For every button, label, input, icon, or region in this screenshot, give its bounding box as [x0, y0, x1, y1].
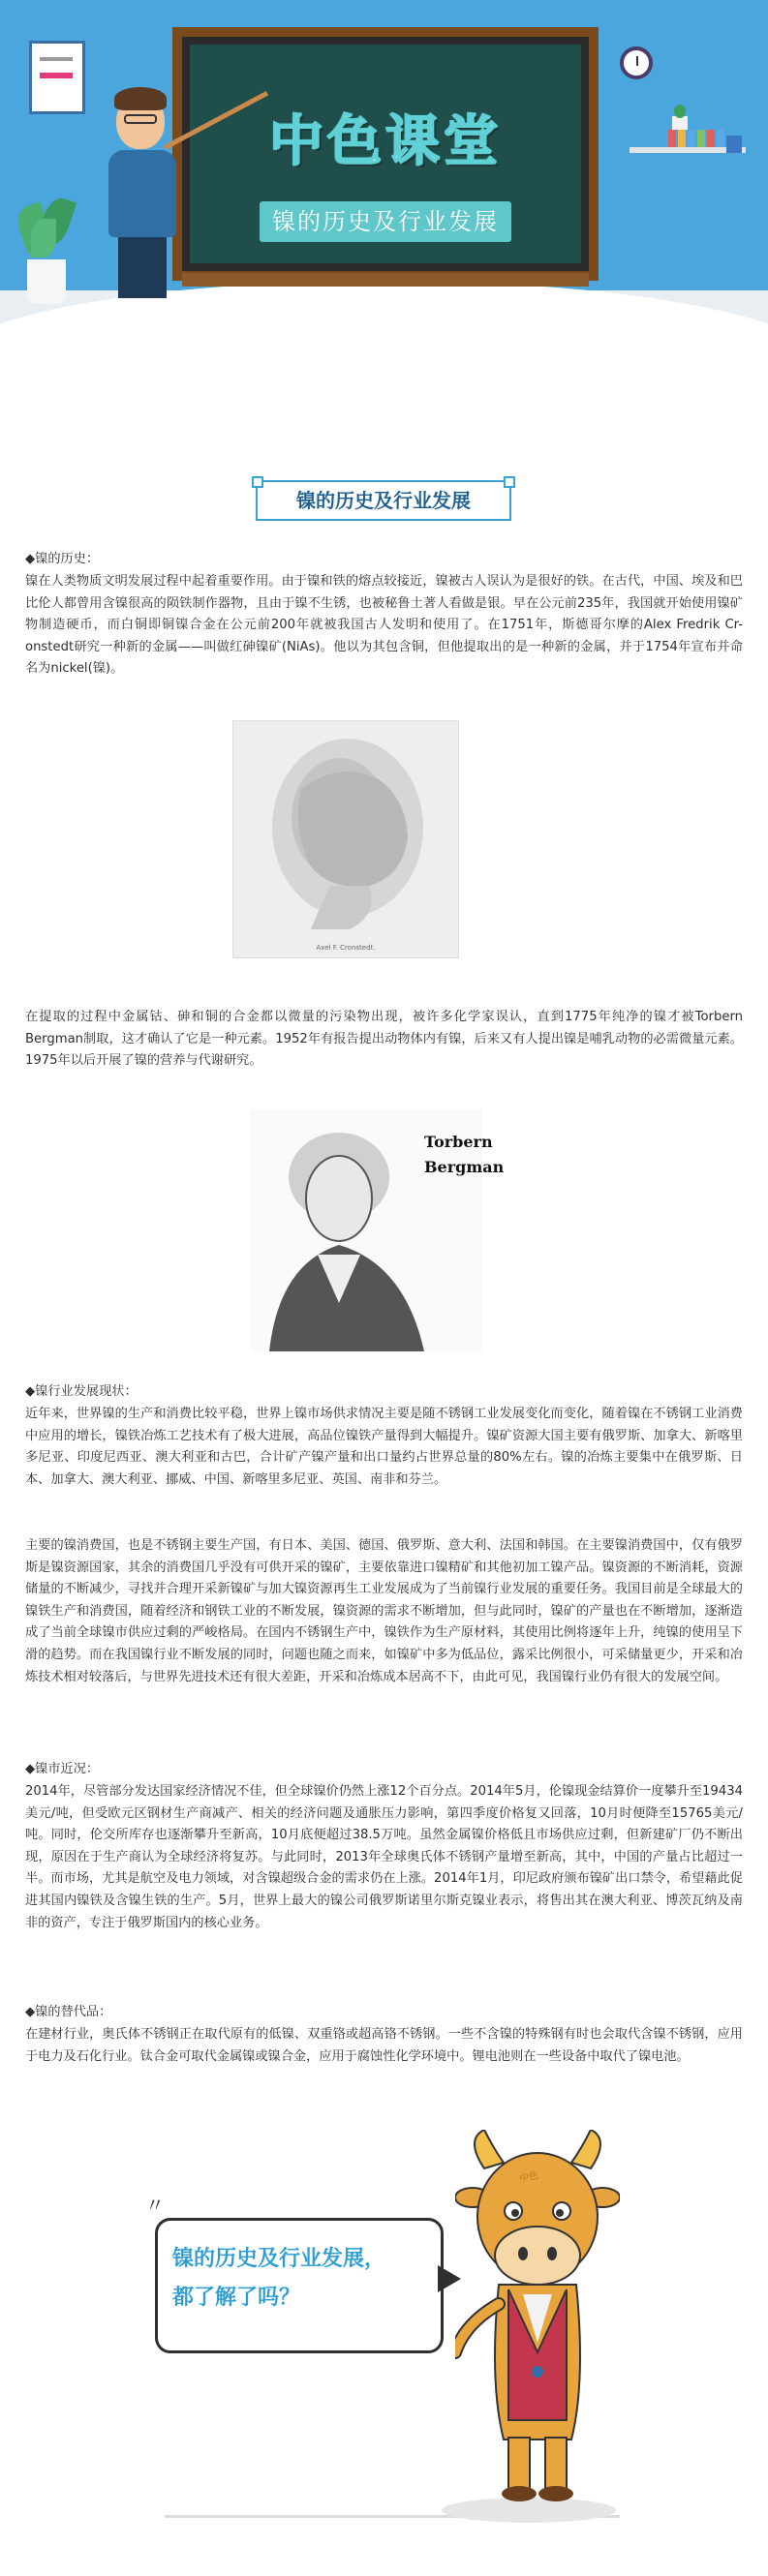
portrait-name-line2: Bergman: [424, 1158, 505, 1176]
hero-banner: [0, 0, 768, 387]
recent-paragraph: 2014年，尽管部分发达国家经济情况不佳，但全球镍价仍然上涨12个百分点。2014年5月，伦镍现金结算价一度攀升至19434美元/吨，但受欧元区钢材生产商减产、相关的经济问题及通胀压力影响，第四季度价格复又回落，10月时便降至15765美元/吨。同时，伦交所库存也逐渐攀升至新高，10月底便超过38.5万吨。虽然金属镍价格低且市场供应过剩，但新建矿厂仍不断出现，原因在于生产商认为全球经济将复苏。与此同时，2013年全球奥氏体不锈钢产量增至新高，其中，中国的产量占比超过一半。而市场，尤其是航空及电力领域，对含镍超级合金的需求仍在上涨。2014年1月，印尼政府颁布镍矿出口禁令，希望藉此促进其国内镍铁及含镍生铁的生产。5月，世界上最大的镍公司俄罗斯诺里尔斯克镍业表示，将售出其在澳大利亚、博茨瓦纳及南非的资产，专注于俄罗斯国内的核心业务。: [25, 1784, 743, 1930]
pencil-cup-icon: [726, 136, 742, 153]
sparkle-icon: 〃: [145, 2194, 165, 2217]
bust-caption: Axel F. Cronstedt.: [316, 944, 376, 952]
history-heading: ◆镍的历史：: [25, 552, 100, 566]
substitutes-heading: ◆镍的替代品：: [25, 2005, 112, 2019]
industry-heading: ◆镍行业发展现状：: [25, 1384, 138, 1399]
wall-frame-icon: [29, 41, 85, 114]
small-plant-icon: [668, 105, 691, 130]
board-subtitle: 镍的历史及行业发展: [260, 201, 511, 242]
speech-bubble-text: [172, 2240, 434, 2318]
bubble-line-2: 都了解了吗？: [172, 2286, 301, 2310]
portrait-name-line1: Torbern: [424, 1133, 493, 1151]
recent-heading: ◆镍市近况：: [25, 1762, 100, 1776]
bergman-portrait-image: [250, 1109, 505, 1351]
substitutes-paragraph: 在建材行业，奥氏体不锈钢正在取代原有的低镍、双重铬或超高铬不锈钢。一些不含镍的特殊钢有时也会取代含镍不锈钢，应用于电力及石化行业。钛合金可取代金属镍或镍合金，应用于腐蚀性化学环境中。锂电池则在一些设备中取代了镍电池。: [25, 2027, 743, 2064]
chalk-tray: [182, 273, 589, 287]
bubble-line-1: 镍的历史及行业发展，: [172, 2247, 386, 2271]
ox-mascot-icon: [455, 2130, 620, 2517]
industry-paragraph-2: 主要的镍消费国，也是不锈钢主要生产国，有日本、美国、德国、俄罗斯、意大利、法国和韩国。在主要镍消费国中，仅有俄罗斯是镍资源国家，其余的消费国几乎没有可供开采的镍矿，主要依靠进口镍精矿和其他初加工镍产品。镍资源的不断消耗，资源储量的不断减少，寻找并合理开采新镍矿与加大镍资源再生工业发展成为了当前镍行业发展的重要任务。我国目前是全球最大的镍铁生产和消费国，随着经济和钢铁工业的不断发展，镍资源的需求不断增加，但与此同时，镍矿的产量也在不断增加，逐渐造成了当前全球镍市供应过剩的严峻格局。在国内不锈钢生产中，镍铁作为生产原材料，其使用比例将逐年上升，纯镍的使用呈下滑的趋势。而在我国镍行业不断发展的同时，问题也随之而来，如镍矿中多为低品位，露采比例很小，可采储量更少，开采和冶炼技术相对较落后，与世界先进技术还有很大差距，开采和冶炼成本居高不下，由此可见，我国镍行业仍有很大的发展空间。: [25, 1538, 743, 1684]
cronstedt-bust-image: [232, 720, 459, 958]
history-paragraph-1: 镍在人类物质文明发展过程中起着重要作用。由于镍和铁的熔点较接近，镍被古人误认为是很好的铁。在古代，中国、埃及和巴比伦人都曾用含镍很高的陨铁制作器物，且由于镍不生锈，也被秘鲁土著人看做是银。早在公元前235年，我国就开始使用镍矿物制造硬币，而白铜即铜镍合金在公元前200年就被我国古人发明和使用了。在1751年，斯德哥尔摩的Alex Fredrik Cr-onstedt研究一种新的金属——叫做红砷镍矿(NiAs)。他以为其包含铜，但他提取出的是一种新的金属，并于1754年宣布并命名为nickel(镍)。: [25, 574, 743, 677]
section-title: 镍的历史及行业发展: [256, 480, 511, 521]
mascot-tag: 中色: [518, 2169, 540, 2185]
chalkboard: [172, 27, 599, 281]
clock-icon: [620, 46, 653, 79]
industry-paragraph-1: 近年来，世界镍的生产和消费比较平稳，世界上镍市场供求情况主要是随不锈钢工业发展变化而变化，随着镍在不锈钢工业消费中应用的增长，镍铁冶炼工艺技术有了极大进展，高品位镍铁产量得到大幅提升。镍矿资源大国主要有俄罗斯、加拿大、新喀里多尼亚、印度尼西亚、澳大利亚和古巴，合计矿产镍产量和出口量约占世界总量的80%左右。镍的冶炼主要集中在俄罗斯、日本、加拿大、澳大利亚、挪威、中国、新喀里多尼亚、英国、南非和芬兰。: [25, 1407, 743, 1487]
ox-mascot-illustration: [455, 2130, 620, 2517]
board-title: 中色课堂: [269, 110, 502, 173]
history-paragraph-2: 在提取的过程中金属钴、砷和铜的合金都以微量的污染物出现，被许多化学家误认，直到1775年纯净的镍才被Torbern Bergman制取，这才确认了它是一种元素。1952年有报告提出动物体内有镍，后来又有人提出镍是哺乳动物的必需微量元素。1975年以后开展了镍的营养与代谢研究。: [25, 1010, 743, 1069]
bust-relief-icon: [233, 721, 458, 957]
chalkboard-surface: [190, 45, 581, 263]
